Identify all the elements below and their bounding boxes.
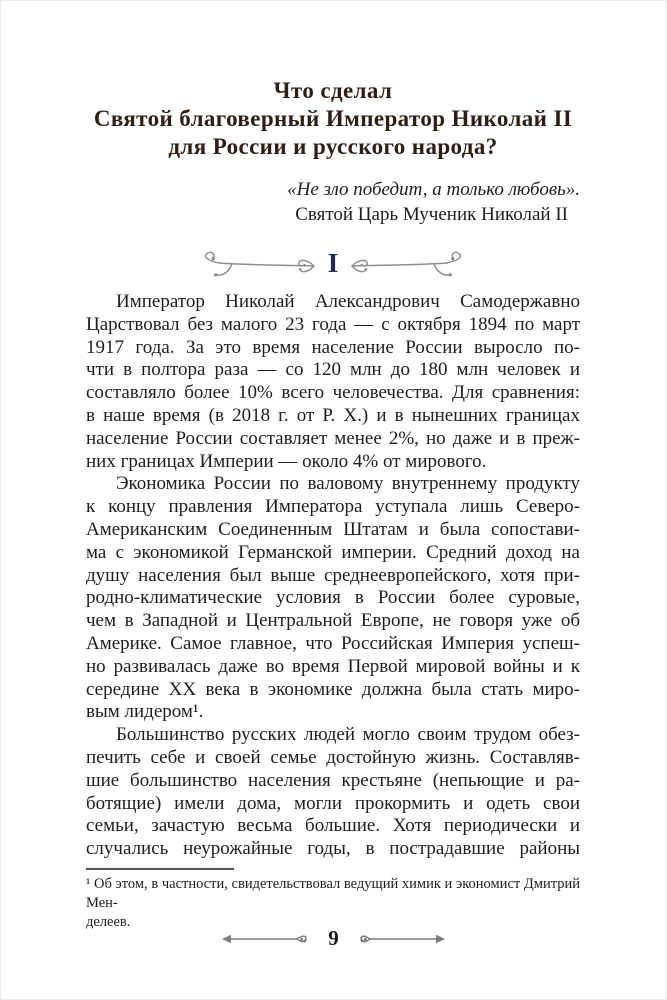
text-line: вым лидером¹.	[86, 701, 204, 723]
paragraph	[86, 291, 580, 473]
text-line: ботящие) имели дома, могли прокормить и одеть свои	[86, 792, 580, 814]
flourish-right-icon	[350, 249, 468, 281]
footer-ornament-right-icon	[354, 930, 446, 948]
text-line: чти в полтора раза — со 120 млн до 180 млн человек и	[86, 359, 580, 381]
text-line: Америке. Самое главное, что Российская Империя успеш-	[86, 632, 580, 654]
text-line: Экономика России по валовому внутреннему продукту	[116, 473, 580, 495]
text-line: семьи, зачастую весьма большие. Хотя периодически и	[86, 815, 580, 837]
flourish-left-icon	[198, 249, 316, 281]
text-line: Большинство русских людей могло своим трудом обез-	[116, 724, 580, 746]
text-line: ма с экономикой Германской империи. Средний доход на	[86, 541, 580, 563]
text-line: делеев.	[86, 913, 131, 930]
epigraph-quote: «Не зло победит, а только любовь».	[287, 179, 580, 200]
footnote	[86, 875, 580, 932]
title-line-2: Святой благоверный Император Николай II	[93, 106, 573, 131]
page-number: 9	[328, 926, 339, 950]
footnote-rule	[86, 868, 234, 870]
text-line: 1917 года. За это время население России выросло по-	[86, 336, 580, 358]
chapter-divider	[86, 246, 580, 284]
text-line: печить себе и своей семье достойную жизнь. Составляв-	[86, 746, 580, 768]
footer-ornament-left-icon	[221, 930, 313, 948]
epigraph	[86, 178, 580, 227]
text-line: чем в Западной и Центральной Европе, не говоря уже об	[86, 610, 580, 632]
title-line-3: для России и русского народа?	[168, 134, 498, 159]
title-line-1: Что сделал	[273, 78, 393, 103]
body-text	[86, 291, 580, 861]
text-line: население России составляет менее 2%, но даже и в преж-	[86, 427, 580, 449]
page-footer	[1, 928, 666, 949]
text-line: ¹ Об этом, в частности, свидетельствовал ведущий химик и экономист Дмитрий Мен-	[86, 875, 580, 911]
paragraph	[86, 724, 580, 861]
text-line: Царствовал без малого 23 года — с октября 1894 по март	[86, 313, 580, 335]
text-line: но развивалась даже во время Первой мировой войны и к	[86, 655, 580, 677]
text-line: шие большинство населения крестьяне (непьющие и ра-	[86, 769, 580, 791]
text-line: Американским Соединенным Штатам и была сопостави-	[86, 518, 580, 540]
chapter-title	[86, 77, 580, 161]
text-line: составляло более 10% всего человечества. Для сравнения:	[86, 382, 580, 404]
text-line: душу населения был выше среднеевропейского, хотя при-	[86, 564, 580, 586]
text-line: Император Николай Александрович Самодержавно	[116, 291, 580, 312]
text-line: к концу правления Императора уступала лишь Северо-	[86, 496, 580, 518]
text-line: середине XX века в экономике должна была стать миро-	[86, 678, 580, 700]
text-line: случались неурожайные годы, в пострадавшие районы	[86, 838, 580, 860]
paragraph	[86, 473, 580, 724]
text-line: родно-климатические условия в России более суровые,	[86, 587, 580, 609]
epigraph-attribution: Святой Царь Мученик Николай II	[295, 204, 568, 225]
text-line: них границах Империи — около 4% от мирового.	[86, 450, 487, 472]
chapter-numeral: I	[327, 247, 339, 278]
text-line: в наше время (в 2018 г. от Р. Х.) и в нынешних границах	[86, 404, 580, 426]
